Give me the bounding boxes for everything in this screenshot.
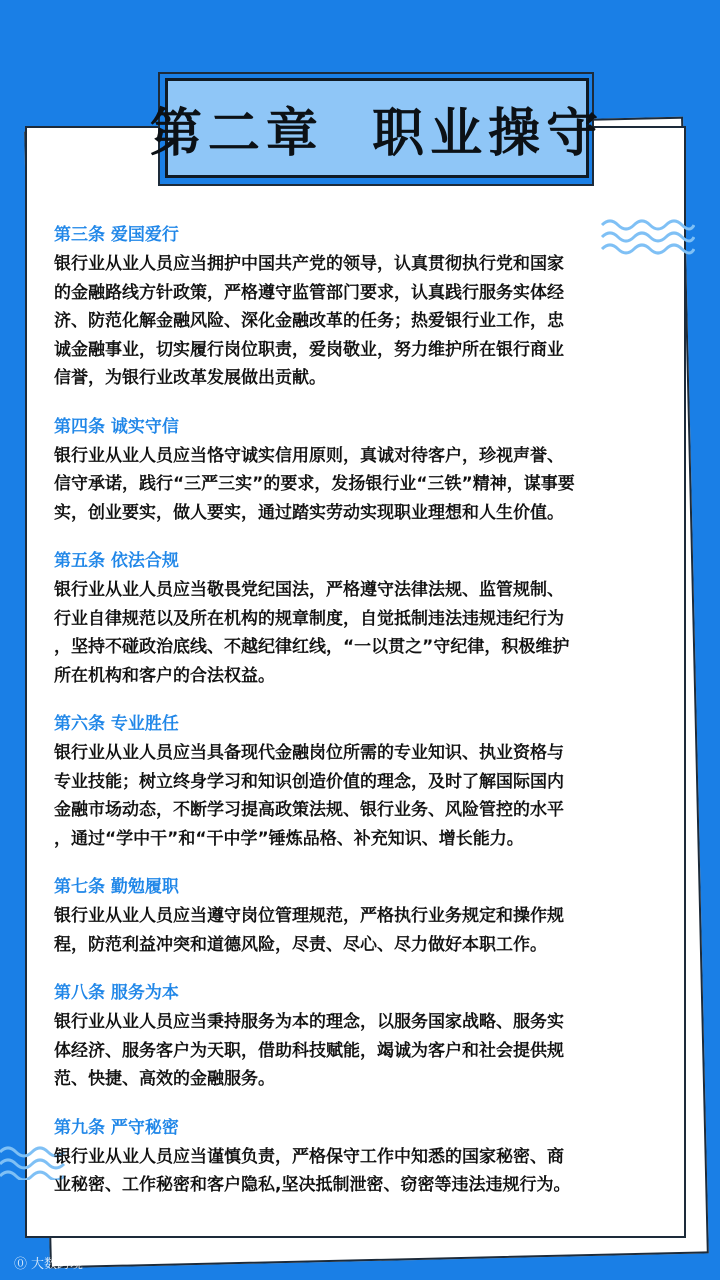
article-line: 行业自律规范以及所在机构的规章制度，自觉抵制违法违规违纪行为 — [54, 608, 564, 629]
article-line: ，通过“学中干”和“干中学”锤炼品格、补充知识、增长能力。 — [54, 828, 524, 849]
article-body — [54, 1008, 666, 1094]
article-block — [54, 546, 666, 690]
article-block — [54, 1113, 666, 1200]
article-line: 金融市场动态，不断学习提高政策法规、银行业务、风险管控的水平 — [54, 800, 564, 820]
article-body — [54, 250, 666, 393]
watermark-text: 大数跨境 — [31, 1257, 84, 1272]
article-list — [54, 220, 666, 1219]
article-heading: 第八条 服务为本 — [54, 983, 179, 1003]
article-line: 银行业从业人员应当秉持服务为本的理念，以服务国家战略、服务实 — [54, 1012, 564, 1032]
watermark-logo-icon: ⓪ — [14, 1257, 28, 1272]
article-line: 银行业从业人员应当拥护中国共产党的领导，认真贯彻执行党和国家 — [54, 254, 564, 274]
article-line: 银行业从业人员应当恪守诚实信用原则，真诚对待客户，珍视声誉、 — [54, 445, 564, 466]
article-body — [54, 902, 666, 959]
article-line: 济、防范化解金融风险、深化金融改革的任务；热爱银行业工作，忠 — [54, 311, 564, 331]
article-block — [54, 220, 666, 393]
article-body — [54, 442, 666, 528]
article-line: 实，创业要实，做人要实，通过踏实劳动实现职业理想和人生价值。 — [54, 502, 564, 523]
article-heading: 第七条 勤勉履职 — [54, 877, 179, 897]
article-block — [54, 412, 666, 528]
article-line: 银行业从业人员应当遵守岗位管理规范，严格执行业务规定和操作规 — [54, 906, 564, 926]
article-line: ，坚持不碰政治底线、不越纪律红线，“一以贯之”守纪律，积极维护 — [54, 637, 570, 657]
article-body — [54, 1143, 666, 1200]
article-heading: 第三条 爱国爱行 — [54, 225, 179, 245]
article-heading: 第五条 依法合规 — [54, 551, 179, 571]
article-heading: 第九条 严守秘密 — [54, 1117, 179, 1138]
article-line: 程，防范利益冲突和道德风险，尽责、尽心、尽力做好本职工作。 — [54, 934, 547, 955]
article-line: 范、快捷、高效的金融服务。 — [54, 1069, 275, 1089]
article-line: 的金融路线方针政策，严格遵守监管部门要求，认真践行服务实体经 — [54, 282, 564, 303]
article-heading: 第六条 专业胜任 — [54, 714, 179, 734]
article-line: 业秘密、工作秘密和客户隐私,坚决抵制泄密、窃密等违法违规行为。 — [54, 1175, 571, 1195]
title-box — [149, 78, 605, 178]
article-block — [54, 709, 666, 853]
article-line: 银行业从业人员应当具备现代金融岗位所需的专业知识、执业资格与 — [54, 743, 564, 763]
article-heading: 第四条 诚实守信 — [54, 416, 179, 437]
article-line: 诚金融事业，切实履行岗位职责，爱岗敬业，努力维护所在银行商业 — [54, 339, 564, 360]
article-line: 银行业从业人员应当敬畏党纪国法，严格遵守法律法规、监管规制、 — [54, 580, 564, 600]
article-line: 信誉，为银行业改革发展做出贡献。 — [54, 368, 326, 388]
article-line: 体经济、服务客户为天职，借助科技赋能，竭诚为客户和社会提供规 — [54, 1040, 564, 1061]
article-line: 专业技能；树立终身学习和知识创造价值的理念，及时了解国际国内 — [54, 771, 564, 792]
article-line: 银行业从业人员应当谨慎负责，严格保守工作中知悉的国家秘密、商 — [54, 1146, 564, 1167]
page-title: 第二章 职业操守 — [149, 103, 605, 164]
article-body — [54, 739, 666, 853]
watermark — [14, 1253, 83, 1272]
article-line: 信守承诺，践行“三严三实”的要求，发扬银行业“三铁”精神，谋事要 — [54, 474, 575, 494]
article-block — [54, 872, 666, 959]
article-body — [54, 576, 666, 690]
article-block — [54, 978, 666, 1094]
article-line: 所在机构和客户的合法权益。 — [54, 665, 275, 686]
